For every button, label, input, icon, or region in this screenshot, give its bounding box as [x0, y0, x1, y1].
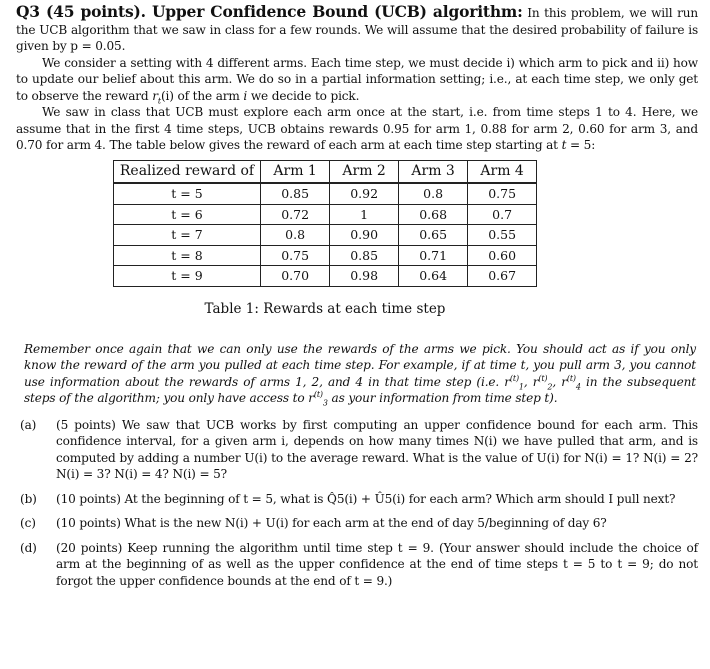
reward-subscript: t	[157, 95, 161, 105]
sub-question-c	[16, 515, 698, 532]
cell-value: 0.75	[468, 183, 537, 204]
cell-value: 0.64	[399, 266, 468, 287]
exploration-text-2: = 5:	[566, 138, 596, 152]
setting-paragraph	[16, 55, 698, 105]
table-row	[113, 245, 536, 266]
cell-value: 0.65	[399, 225, 468, 246]
cell-value: 0.70	[261, 266, 330, 287]
cell-value: 0.72	[261, 204, 330, 225]
remember-text: Remember once again that we can only use the rewards of the arms we pick. You should act as if you only know the reward of the arm you pulled at each time step. For example, if at time t, you pull arm 3, you cannot use information about the rewards of arms 1, 2, and 4 in that time step (i.e. r	[24, 341, 696, 389]
subscript: 2	[547, 381, 553, 391]
cell-value: 0.71	[399, 245, 468, 266]
remember-note	[16, 341, 698, 407]
reward-symbol: r	[152, 88, 158, 103]
exploration-text: We saw in class that UCB must explore each arm once at the start, i.e. from time steps 1 to 4. Here, we assume that in the first 4 time steps, UCB obtains rewards 0.95 for arm 1, 0.88 for arm 2, 0.60 for arm 3, and 0.70 for arm 4. The table below gives the reward of each arm at each time step starting at	[16, 105, 698, 152]
question-header	[16, 4, 698, 55]
row-label: t = 5	[113, 183, 260, 204]
superscript: (t)	[538, 373, 548, 383]
remember-text: , r	[552, 374, 567, 389]
cell-value: 0.92	[330, 183, 399, 204]
row-label: t = 9	[113, 266, 260, 287]
cell-value: 0.55	[468, 225, 537, 246]
remember-text: in the subsequent steps of the algorithm; you only have access to r	[24, 374, 696, 405]
cell-value: 0.98	[330, 266, 399, 287]
table-row	[113, 266, 536, 287]
row-label: t = 7	[113, 225, 260, 246]
time-symbol: t	[561, 138, 567, 152]
cell-value: 0.67	[468, 266, 537, 287]
rewards-table	[113, 160, 537, 287]
cell-value: 0.7	[468, 204, 537, 225]
setting-text-3: we decide to pick.	[247, 88, 360, 103]
subscript: 4	[575, 381, 581, 391]
superscript: (t)	[566, 373, 576, 383]
item-text: (10 points) At the beginning of t = 5, what is Q̂5(i) + Û5(i) for each arm? Which arm should I pull next?	[56, 491, 676, 506]
table-header-row	[113, 160, 536, 183]
item-text: (20 points) Keep running the algorithm until time step t = 9. (Your answer should include the choice of arm at the beginning of as well as the upper confidence at the end of time steps t = 5 to t = 9; do not forgot the upper confidence bounds at the end of t = 9.)	[56, 540, 698, 588]
subscript: 1	[518, 381, 524, 391]
cell-value: 0.85	[261, 183, 330, 204]
reward-arg: (i)	[160, 88, 174, 103]
setting-text-2: of the arm	[173, 88, 244, 103]
subscript: 3	[322, 398, 328, 408]
table-row	[113, 225, 536, 246]
header-arm-4: Arm 4	[468, 160, 537, 183]
remember-text: , r	[523, 374, 539, 389]
table-row	[113, 204, 536, 225]
sub-questions	[16, 417, 698, 590]
item-label: (d)	[20, 540, 37, 555]
header-arm-2: Arm 2	[330, 160, 399, 183]
setting-text: We consider a setting with 4 different arms. Each time step, we must decide i) which arm to pick and ii) how to update our belief about this arm. We do so in a partial information setting; i.e., at each time step, we only get to observe the reward	[16, 55, 698, 103]
header-arm-3: Arm 3	[399, 160, 468, 183]
row-label: t = 6	[113, 204, 260, 225]
superscript: (t)	[313, 389, 323, 399]
sub-question-d	[16, 540, 698, 590]
header-label: Realized reward of	[113, 160, 260, 183]
sub-question-b	[16, 491, 698, 508]
item-text: (10 points) What is the new N(i) + U(i) for each arm at the end of day 5/beginning of day 6?	[56, 516, 607, 530]
table-row	[113, 183, 536, 204]
question-intro: In this problem, we will run the UCB algorithm that we saw in class for a few rounds. We will assume that the desired probability of failure is given by p = 0.05.	[16, 6, 698, 53]
cell-value: 0.75	[261, 245, 330, 266]
remember-text: as your information from time step t).	[327, 391, 558, 405]
arm-symbol: i	[243, 88, 248, 103]
cell-value: 0.90	[330, 225, 399, 246]
exploration-paragraph	[16, 104, 698, 154]
cell-value: 1	[330, 204, 399, 225]
cell-value: 0.60	[468, 245, 537, 266]
item-label: (a)	[20, 417, 37, 432]
item-label: (c)	[20, 516, 36, 530]
question-title: Q3 (45 points). Upper Confidence Bound (UCB) algorithm:	[16, 2, 523, 21]
sub-question-a	[16, 417, 698, 483]
item-text: (5 points) We saw that UCB works by first computing an upper confidence bound for each arm. This confidence interval, for a given arm i, depends on how many times N(i) we have pulled that arm, and is computed by adding a number U(i) to the average reward. What is the value of U(i) for N(i) = 1? N(i) = 2? N(i) = 3? N(i) = 4? N(i) = 5?	[56, 417, 698, 481]
superscript: (t)	[509, 373, 519, 383]
row-label: t = 8	[113, 245, 260, 266]
cell-value: 0.8	[399, 183, 468, 204]
header-arm-1: Arm 1	[261, 160, 330, 183]
cell-value: 0.68	[399, 204, 468, 225]
item-label: (b)	[20, 491, 37, 506]
cell-value: 0.85	[330, 245, 399, 266]
cell-value: 0.8	[261, 225, 330, 246]
table-caption: Table 1: Rewards at each time step	[204, 300, 446, 317]
